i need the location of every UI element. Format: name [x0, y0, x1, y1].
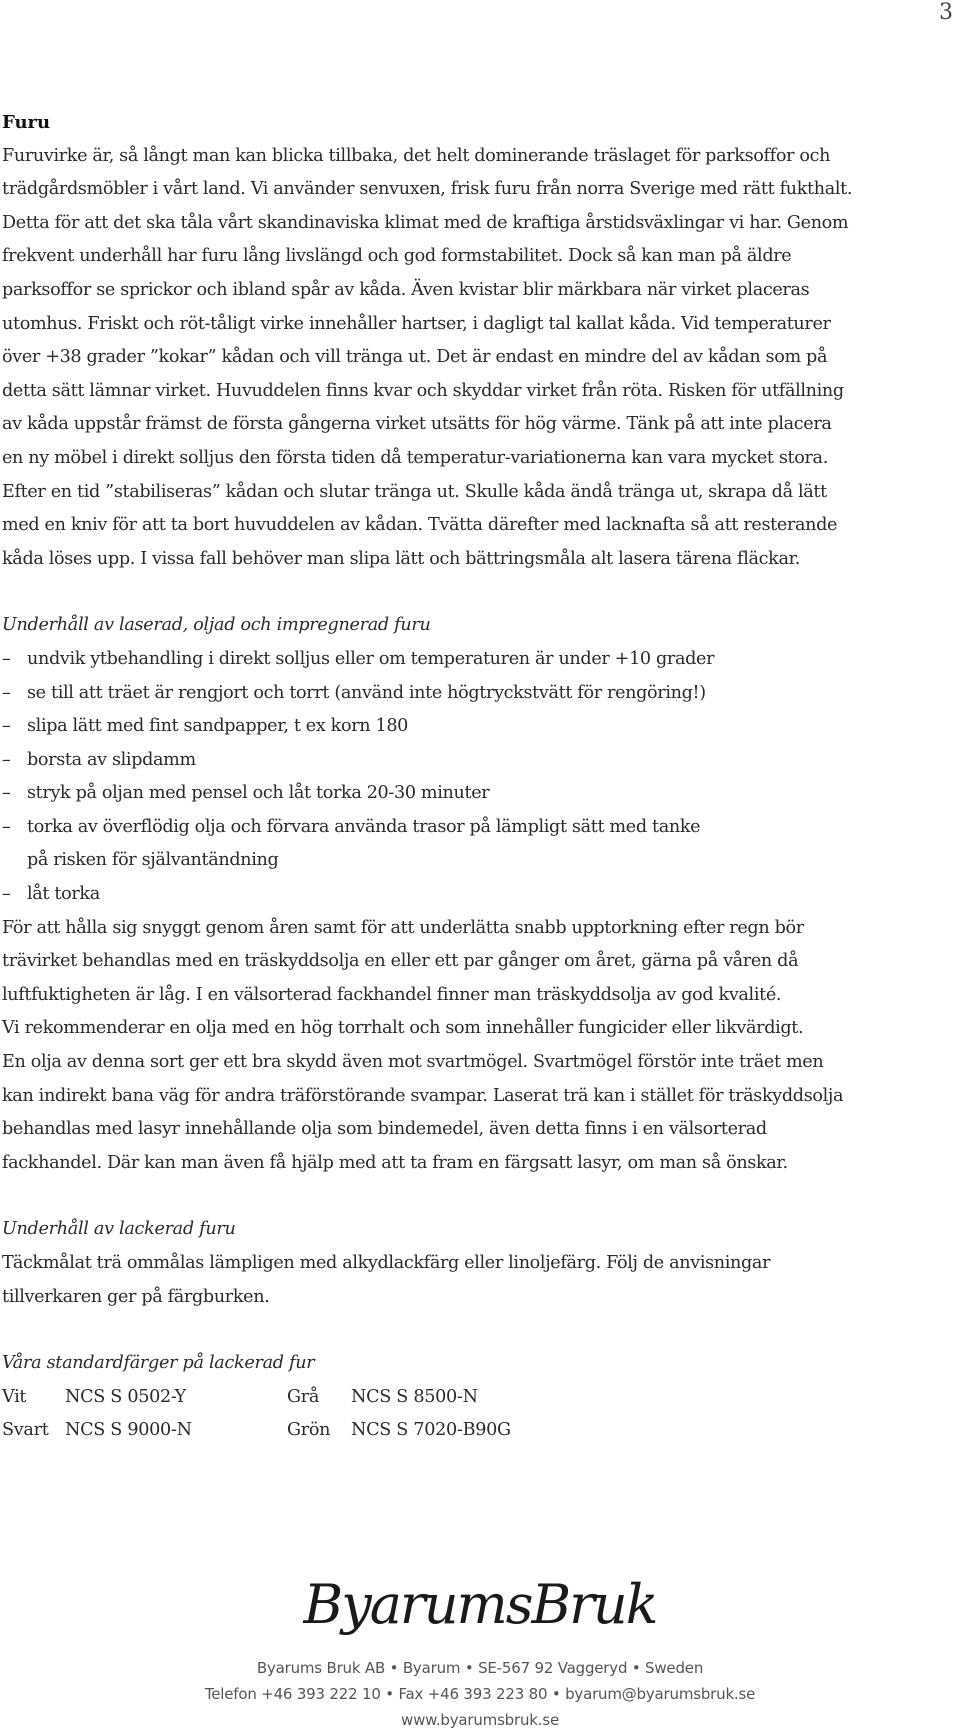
document-body [2, 106, 952, 1448]
text-line: kan indirekt bana väg för andra träförstörande svampar. Laserat trä kan i stället för träskyddsolja [2, 1085, 844, 1106]
text-line: luftfuktigheten är låg. I en välsorterad fackhandel finner man träskyddsolja av god kvalité. [2, 984, 782, 1005]
list-item-text: stryk på oljan med pensel och låt torka 20-30 minuter [27, 783, 490, 804]
text-line: kåda löses upp. I vissa fall behöver man slipa lätt och bättringsmåla alt lasera tärena fläckar. [2, 548, 800, 569]
text-line: Furuvirke är, så långt man kan blicka tillbaka, det helt dominerande träslaget för parksoffor och [2, 145, 831, 166]
section-heading-lackerad: Underhåll av lackerad furu [2, 1219, 236, 1240]
list-item [2, 744, 952, 778]
text-line: Vi rekommenderar en olja med en hög torrhalt och som innehåller fungicider eller likvärdigt. [2, 1018, 804, 1039]
list-item-text: slipa lätt med fint sandpapper, t ex korn 180 [27, 716, 409, 737]
dash-bullet: – [2, 682, 11, 703]
table-row [2, 1381, 511, 1415]
maintenance-list [2, 643, 952, 912]
text-line: För att hålla sig snyggt genom åren samt för att underlätta snabb upptorkning efter regn bör [2, 917, 804, 938]
footer [0, 1555, 960, 1733]
dash-bullet: – [2, 884, 11, 905]
text-line: trävirket behandlas med en träskyddsolja en eller ett par gånger om året, gärna på våren då [2, 951, 799, 972]
furu-paragraph [2, 140, 952, 577]
list-item-continuation: på risken för självantändning [27, 850, 279, 871]
list-item-text: torka av överflödig olja och förvara använda trasor på lämpligt sätt med tanke [27, 816, 701, 837]
color-code: NCS S 8500-N [351, 1386, 478, 1407]
text-line: fackhandel. Där kan man även få hjälp med att ta fram en färgsatt lasyr, om man så önskar. [2, 1152, 788, 1173]
lackerad-paragraph [2, 1247, 952, 1314]
color-name: Grön [287, 1420, 331, 1441]
color-name: Grå [287, 1386, 320, 1407]
dash-bullet: – [2, 816, 11, 837]
list-item [2, 878, 952, 912]
section-spacer [2, 576, 952, 609]
color-name: Svart [2, 1420, 49, 1441]
text-line: Efter en tid ”stabiliseras” kådan och slutar tränga ut. Skulle kåda ändå tränga ut, skrapa då lätt [2, 481, 827, 502]
text-line: parksoffor se sprickor och ibland spår av kåda. Även kvistar blir märkbara när virket placeras [2, 279, 810, 300]
text-line: av kåda uppstår främst de första gångerna virket utsätts för hög värme. Tänk på att inte placera [2, 414, 832, 435]
section-heading-furu: Furu [2, 112, 51, 133]
list-item [2, 677, 952, 711]
footer-address: Byarums Bruk AB • Byarum • SE-567 92 Vaggeryd • Sweden [256, 1659, 704, 1677]
text-line: En olja av denna sort ger ett bra skydd även mot svartmögel. Svartmögel förstör inte träet men [2, 1052, 824, 1073]
text-line: Täckmålat trä ommålas lämpligen med alkydlackfärg eller linoljefärg. Följ de anvisningar [2, 1253, 771, 1273]
section-heading-standardfarger: Våra standardfärger på lackerad fur [2, 1353, 315, 1374]
footer-website[interactable]: www.byarumsbruk.se [401, 1711, 559, 1729]
dash-bullet: – [2, 648, 11, 669]
text-line: utomhus. Friskt och röt-tåligt virke innehåller hartser, i dagligt tal kallat kåda. Vid temperaturer [2, 313, 831, 334]
list-item-text: borsta av slipdamm [27, 749, 196, 770]
list-item-text: undvik ytbehandling i direkt solljus eller om temperaturen är under +10 grader [27, 648, 715, 669]
list-item [2, 777, 952, 811]
list-item-text: se till att träet är rengjort och torrt (använd inte högtryckstvätt för rengöring!) [27, 682, 706, 703]
text-line: tillverkaren ger på färgburken. [2, 1286, 270, 1307]
table-row [2, 1414, 511, 1448]
text-line: detta sätt lämnar virket. Huvuddelen finns kvar och skyddar virket från röta. Risken för utfällning [2, 380, 844, 401]
logo-wordmark: ByarumsBruk [303, 1573, 657, 1636]
text-line: frekvent underhåll har furu lång livslängd och god formstabilitet. Dock så kan man på äldre [2, 246, 792, 267]
text-line: behandlas med lasyr innehållande olja som bindemedel, även detta finns i en välsorterad [2, 1119, 767, 1140]
dash-bullet: – [2, 783, 11, 804]
section-heading-laserad: Underhåll av laserad, oljad och impregnerad furu [2, 615, 431, 636]
list-item [2, 710, 952, 744]
laserad-paragraph [2, 912, 952, 1181]
section-spacer [2, 1180, 952, 1213]
section-spacer [2, 1314, 952, 1347]
dash-bullet: – [2, 716, 11, 737]
dash-bullet: – [2, 749, 11, 770]
text-line: Detta för att det ska tåla vårt skandinaviska klimat med de kraftiga årstidsväxlingar vi har. Genom [2, 212, 849, 233]
list-item-text: låt torka [27, 884, 100, 905]
color-code: NCS S 9000-N [65, 1420, 192, 1441]
text-line: över +38 grader ”kokar” kådan och vill tränga ut. Det är endast en mindre del av kådan som på [2, 347, 828, 368]
footer-contact: Telefon +46 393 222 10 • Fax +46 393 223 80 • byarum@byarumsbruk.se [204, 1685, 756, 1703]
byarums-bruk-logo [300, 1555, 660, 1655]
standard-colors-table [2, 1381, 511, 1448]
list-item [2, 643, 952, 677]
list-item [2, 811, 952, 878]
color-code: NCS S 0502-Y [65, 1386, 186, 1407]
text-line: med en kniv för att ta bort huvuddelen av kådan. Tvätta därefter med lacknafta så att resterande [2, 515, 838, 536]
page-number: 3 [939, 0, 953, 25]
text-line: trädgårdsmöbler i vårt land. Vi använder senvuxen, frisk furu från norra Sverige med rätt fukthalt. [2, 179, 853, 200]
color-code: NCS S 7020-B90G [351, 1420, 511, 1441]
color-name: Vit [2, 1386, 27, 1407]
text-line: en ny möbel i direkt solljus den första tiden då temperatur-variationerna kan vara mycket stora. [2, 447, 828, 468]
